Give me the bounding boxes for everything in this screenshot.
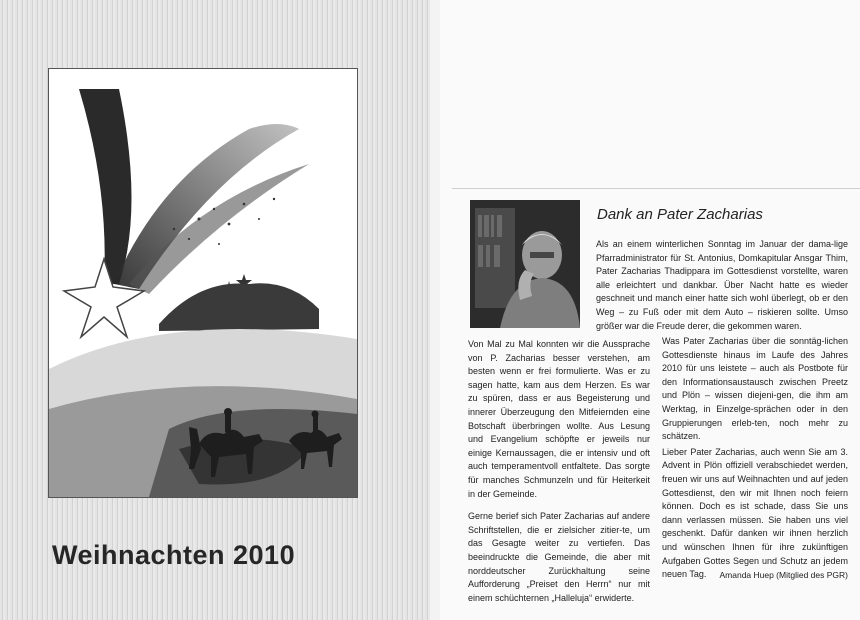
article-paragraph: Lieber Pater Zacharias, auch wenn Sie am 3. Advent in Plön offiziell verabschiedet werden, freuen wir uns auf Weihnachten und auf jeden Gottesdienst, den wir mit Ihnen noch feiern können. Doch es ist schade, dass Sie uns dann verlassen müssen. Sie haben uns viel geschenkt. Dafür danken wir ihnen herzlich und wünschen Ihnen für ihre zukünftigen Aufgaben Gottes Segen und Schutz an jedem neuen Tag. [662,446,848,580]
article-paragraph: Gerne berief sich Pater Zacharias auf andere Schriftstellen, die er zielsicher zitier-te, um das Gesagte weiter zu vertiefen. Das beeindruckte die Gemeinde, die aber mit norddeutscher Zurückhaltung seine Aufforderung „Preiset den Herrn“ nur mit einem schüchternen „Halleluja“ erwiderte. [468,511,650,603]
article-paragraph: Was Pater Zacharias über die sonntäg-lichen Gottesdienste hinaus im Laufe des Jahres 2010 für uns leistete – auch als Postbote für den Informationsaustausch zwischen Preetz und Plön – wissen diejeni-gen, die ihm am Werktag, in Einzelge-sprächen oder in den Gruppierungen erleb-ten, noch mehr zu schätzen. [662,336,848,442]
page-fold-line [452,188,860,189]
pater-portrait-photo [470,200,580,328]
article-column-right [662,335,848,591]
article-paragraph: Von Mal zu Mal konnten wir die Aussprache von P. Zacharias besser verstehen, am besten wenn er frei formulierte. Was er zu sagen hatte, kam aus dem Herzen. Es war zu spüren, dass er aus Begeisterung und innerer Überzeugung den Mitfeiernden eine Botschaft überbringen wollte. Aus Lesung und Evangelium schöpfte er jeweils nur einige Kernaussagen, die er intensiv und oft auch temperamentvoll entfaltete. Das sorgte für manches Schmunzeln und für Heiterkeit in der Gemeinde. [468,339,650,499]
article-intro-paragraph: Als an einem winterlichen Sonntag im Januar der dama-lige Pfarradministrator für St. Antonius, Domkapitular Ansgar Thim, Pater Zacharias Thadippara im Gottesdienst vorstellte, waren alle erleichtert und dankbar. Über Nacht hatte es wieder geschneit und manch einer hatte sich wohl überlegt, ob er den Weg – zu Fuß oder mit dem Auto – riskieren sollte. Umso größer war die Freude derer, die gekommen waren. [596,239,848,331]
cover-title: Weihnachten 2010 [52,540,296,570]
article-title: Dank an Pater Zacharias [597,206,763,223]
article-signature: Amanda Huep (Mitglied des PGR) [719,570,848,580]
cover-illustration [48,68,358,498]
article-column-left [468,338,650,614]
